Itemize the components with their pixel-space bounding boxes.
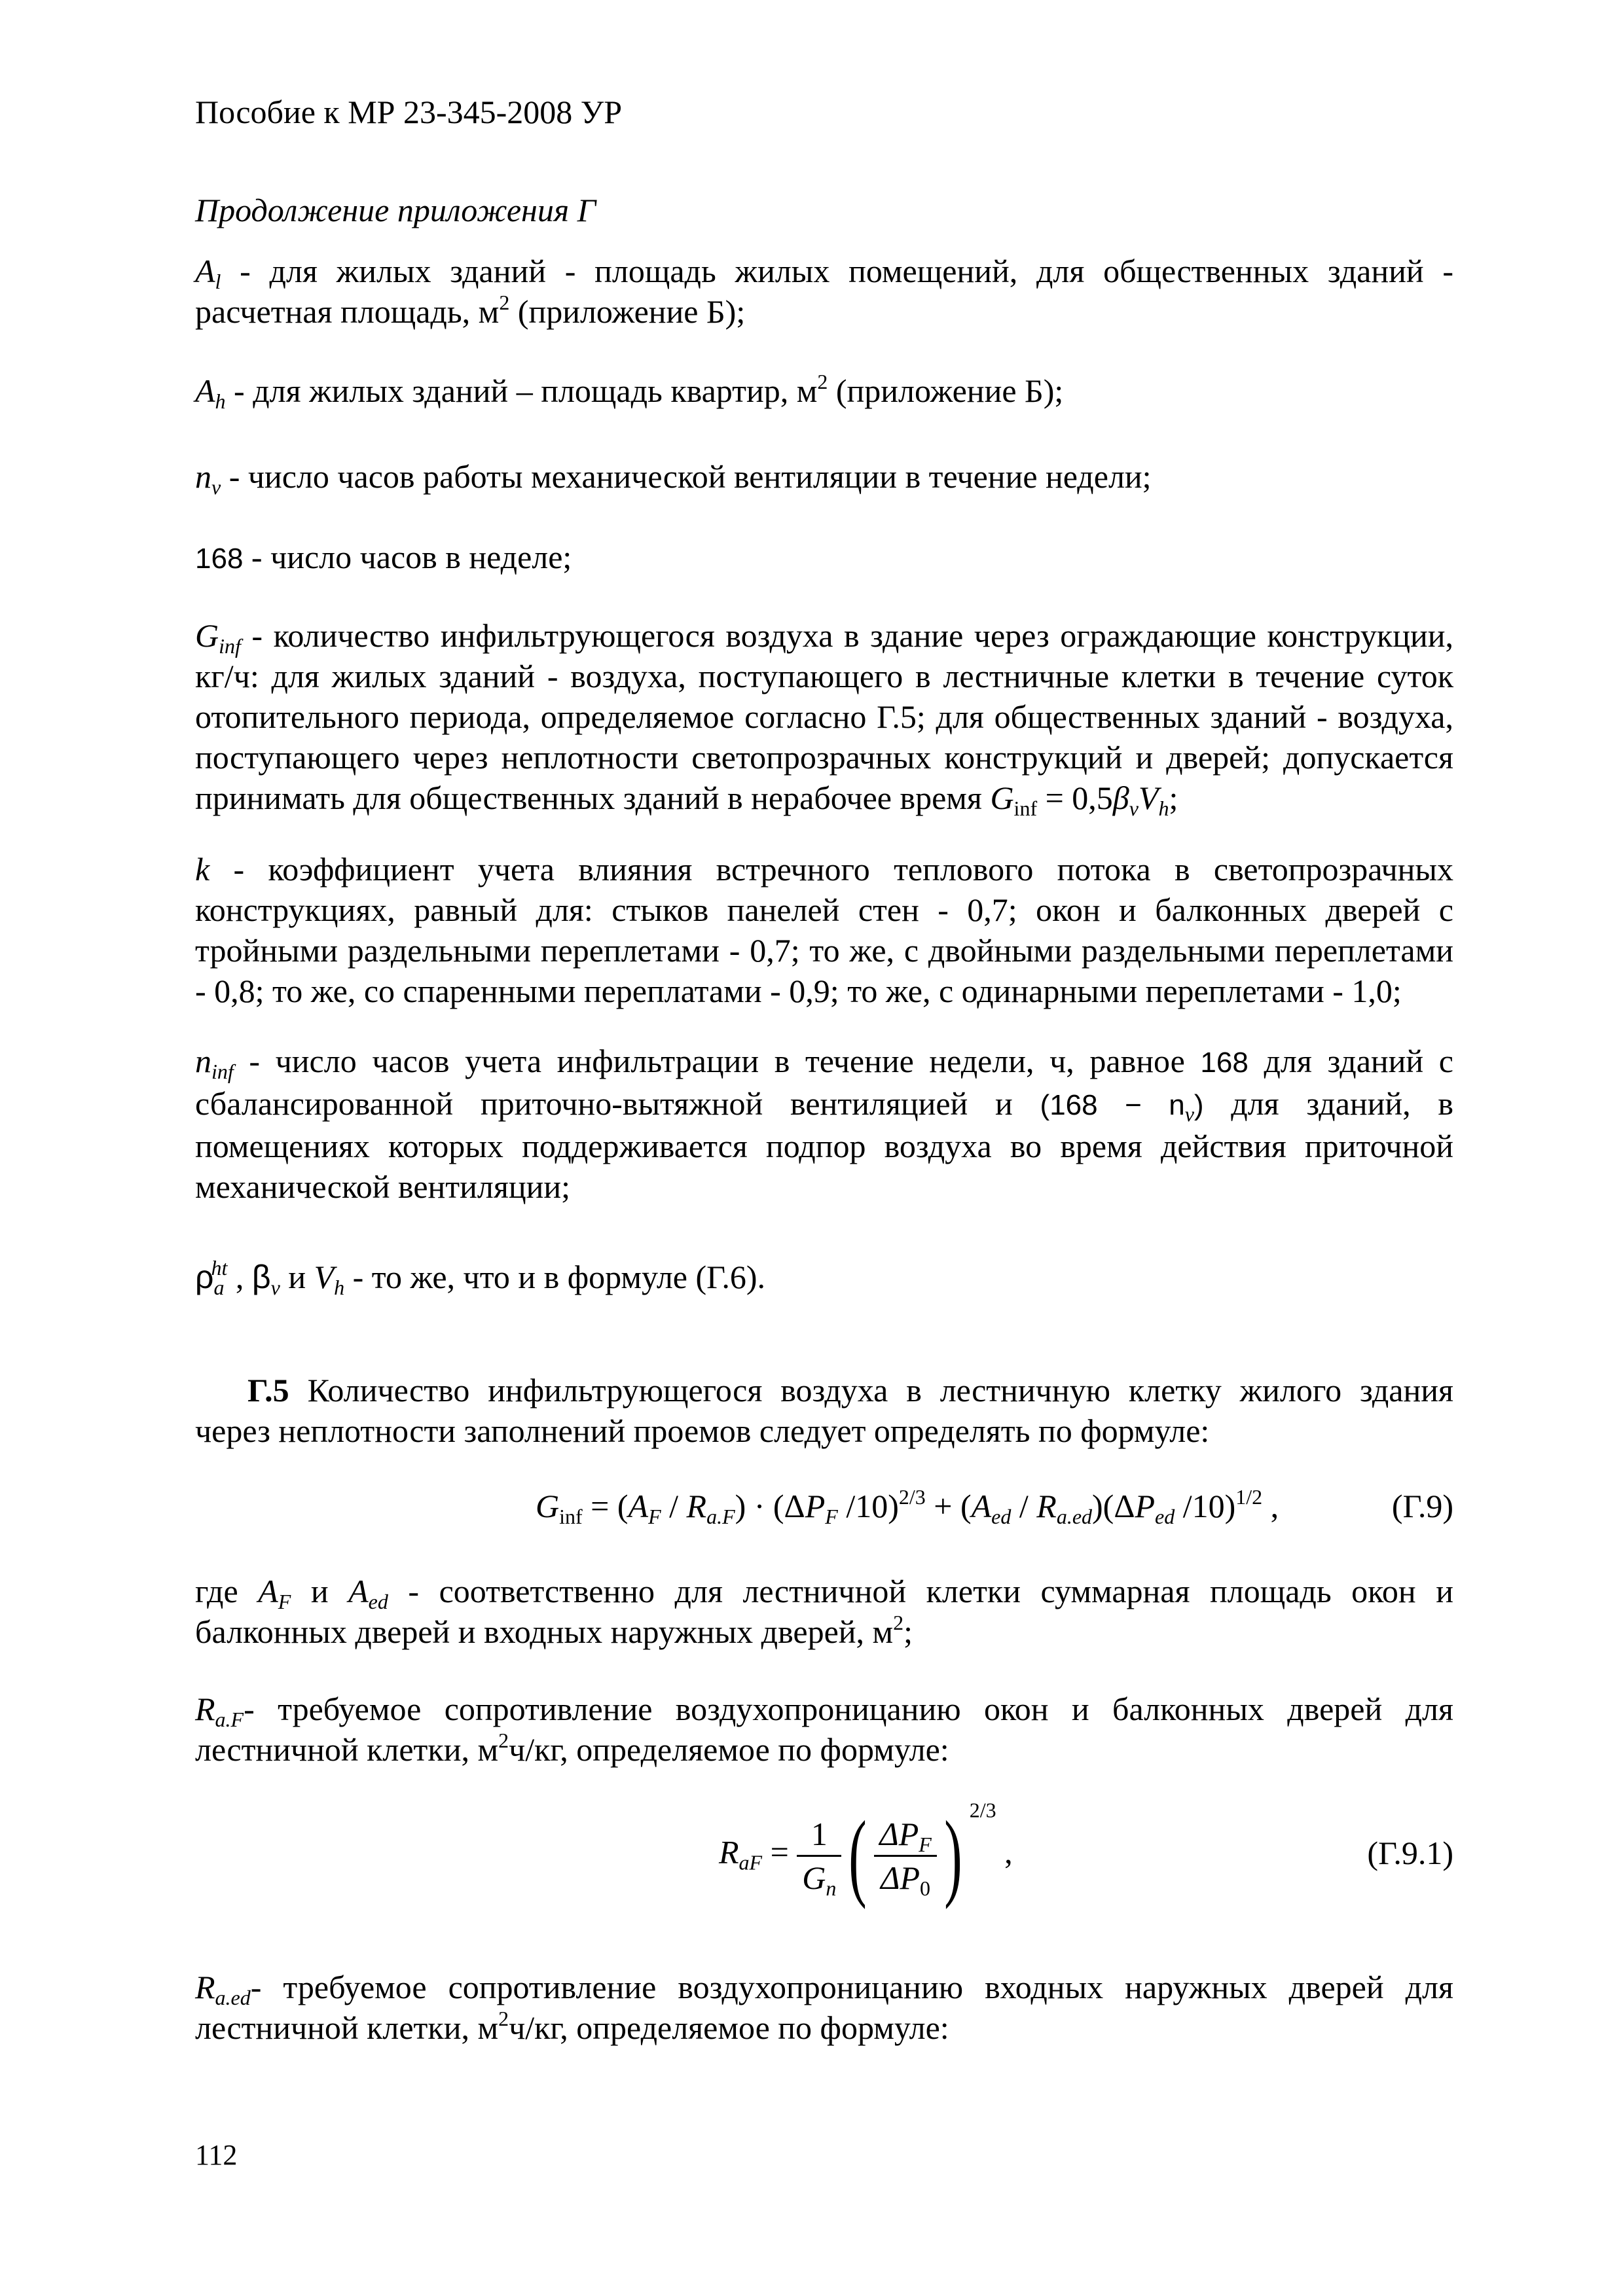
definition-ninf: $n_{inf}$ - число часов учета инфильтрации в течение недели, ч, равное 168 для зданий с сбалансированной приточно-вытяжной вентиляцией и $(168 - n_v)$ для зданий, в помещениях которых поддерживается подпор воздуха во время действия приточной механической вентиляции; <box>195 1043 1454 1205</box>
document-page <box>195 0 1453 2296</box>
definition-raf: $R_{a.F}-$ требуемое сопротивление воздухопроницанию окон и балконных дверей для лестничной клетки, $м^2ч/кг$, определяемое по формуле: <box>195 1691 1453 1768</box>
definition-al: $A_l$ - для жилых зданий - площадь жилых помещений, для общественных зданий - расчетная площадь, $м^2$ (приложение Б); <box>195 253 1453 330</box>
definition-nv: $n_v$ - число часов работы механической вентиляции в течение недели; <box>195 458 1152 499</box>
appendix-continuation-title: Продолжение приложения Г <box>195 192 596 228</box>
definition-168: 168 - число часов в неделе; <box>195 539 572 575</box>
fraction-dpf-over-dp0: $\frac{\Delta P_F}{\Delta P_0}$ <box>874 1813 936 1899</box>
fraction-one-over-gn: $\frac{1}{G_n}$ <box>797 1813 841 1899</box>
definition-k: k - коэффициент учета влияния встречного теплового потока в светопрозрачных конструкциях, равный для: стыков панелей стен - 0,7; окон и балконных дверей с тройными раздельными переплетами - 0,7; то же, с двойными раздельными переплетами - 0,8; то же, со спаренными переплатами - 0,9; то же, с одинарными переплетами - 1,0; <box>195 851 1453 1009</box>
formula-g9-number: (Г.9) <box>1391 1488 1453 1524</box>
formula-g91-number: (Г.9.1) <box>1367 1835 1453 1871</box>
where-af-aed: где $A_F$ и $A_{ed}$ - соответственно для лестничной клетки суммарная площадь окон и балконных дверей и входных наружных дверей, $м^2$; <box>195 1573 1453 1650</box>
definition-ginf: $G_{inf}$ - количество инфильтрующегося воздуха в здание через ограждающие конструкции, кг/ч: для жилых зданий - воздуха, поступающего в лестничные клетки в течение суток отопительного периода, определяемое согласно Г.5; для общественных зданий - воздуха, поступающего через неплотности светопрозрачных конструкций и дверей; допускается принимать для общественных зданий в нерабочее время $G_{inf} = 0,5\beta_vV_h$; <box>195 617 1453 820</box>
page-number: 112 <box>195 2139 238 2171</box>
section-label: Г.5 <box>247 1372 289 1408</box>
section-g5: Г.5 Количество инфильтрующегося воздуха в лестничную клетку жилого здания через неплотности заполнений проемов следует определять по формуле: <box>195 1372 1453 1449</box>
definition-raed: $R_{a.ed}-$ требуемое сопротивление воздухопроницанию входных наружных дверей для лестничной клетки, $м^2ч/кг$, определяемое по формуле: <box>195 1969 1453 2046</box>
formula-g9 <box>195 1486 1453 1532</box>
definition-rho-beta-v: $\rho_a^{ht}$ , $\beta_v$ и $V_h$ - то же, что и в формуле (Г.6). <box>195 1256 766 1299</box>
formula-g91 <box>195 1793 1453 1924</box>
formula-g9-expression: $G_{inf} = (A_F / R_{a.F}) \cdot (\Delta P_F$ $/10)^{2/3} + (A_{ed} / R_{a.ed})(\Delta P_{ed}$ /10)$^{1/2}$ , <box>536 1485 1279 1528</box>
document-header: Пособие к МР 23-345-2008 УР <box>195 94 623 130</box>
formula-g91-expression: $R_{aF}$ = $\frac{1}{G_n}$ ( $\frac{\Delta P_F}{\Delta P_0}$ ) $^{2/3}$ , <box>719 1798 1013 1910</box>
definition-ah: $A_h$ - для жилых зданий – площадь квартир, $м^2$ (приложение Б); <box>195 370 1064 413</box>
